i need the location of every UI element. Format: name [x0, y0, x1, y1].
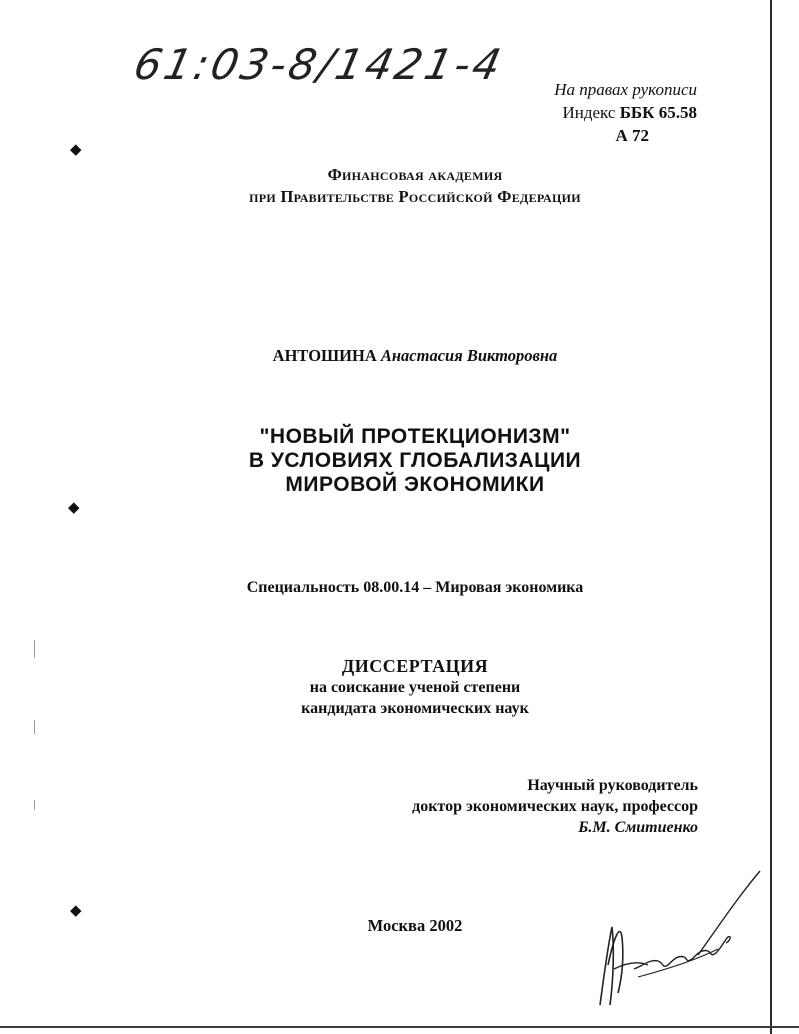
dissertation-line-1: на соискание ученой степени	[309, 679, 521, 696]
handwritten-signature	[578, 865, 768, 1015]
institution	[0, 164, 799, 208]
institution-line-2: при Правительстве Российской Федерации	[249, 187, 581, 206]
binding-hole-mark: ◆	[70, 140, 82, 158]
author-surname: АНТОШИНА	[272, 346, 377, 365]
title-line-3: МИРОВОЙ ЭКОНОМИКИ	[285, 473, 545, 496]
supervisor-name: Б.М. Смитиенко	[578, 819, 698, 836]
author-name	[0, 346, 799, 366]
bbk-index	[554, 101, 697, 124]
bbk-sub: А 72	[615, 126, 649, 145]
specialty: Специальность 08.00.14 – Мировая экономика	[246, 579, 584, 596]
binding-hole-mark: ◆	[68, 498, 80, 516]
inventory-number-text: 61:03-8/1421-4	[129, 40, 509, 89]
index-label: Индекс	[562, 103, 616, 122]
title-line-1: "НОВЫЙ ПРОТЕКЦИОНИЗМ"	[259, 425, 571, 448]
bbk-code: ББК 65.58	[619, 103, 697, 122]
institution-line-1: Финансовая академия	[327, 165, 503, 184]
author-given-names: Анастасия Викторовна	[380, 346, 558, 365]
scan-edge-right	[770, 0, 772, 1034]
supervisor-role: Научный руководитель	[527, 777, 698, 794]
title-line-2: В УСЛОВИЯХ ГЛОБАЛИЗАЦИИ	[248, 449, 582, 472]
dissertation-heading: ДИССЕРТАЦИЯ	[341, 656, 489, 676]
supervisor-degree: доктор экономических наук, профессор	[412, 798, 698, 815]
rights-line: На правах рукописи	[554, 80, 697, 99]
binding-hole-mark: ◆	[70, 901, 82, 919]
dissertation-title	[0, 425, 799, 497]
scan-edge-bottom	[0, 1026, 799, 1028]
supervisor-block	[412, 775, 698, 838]
city-year: Москва 2002	[367, 916, 463, 935]
dissertation-line-2: кандидата экономических наук	[301, 700, 529, 717]
header-right	[554, 78, 697, 147]
scan-dust	[34, 720, 35, 734]
dissertation-block	[0, 656, 799, 719]
scan-dust	[34, 800, 35, 810]
